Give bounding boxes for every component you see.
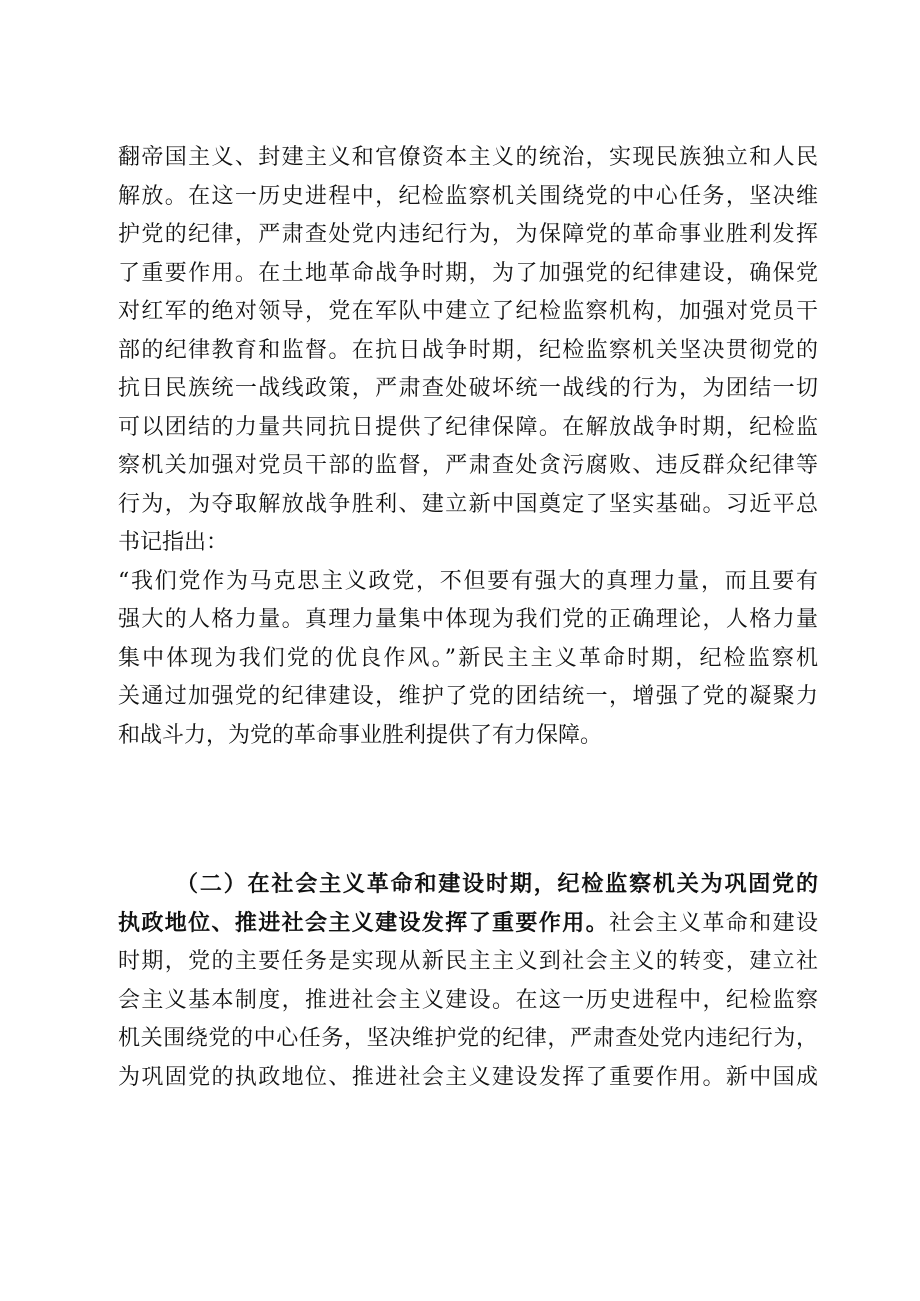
text-line: 对红军的绝对领导，党在军队中建立了纪检监察机构，加强对党员干 (118, 299, 818, 324)
section-heading: （二）在社会主义革命和建设时期，纪检监察机关为巩固党的 (176, 872, 818, 897)
text-line: 护党的纪律，严肃查处党内违纪行为，为保障党的革命事业胜利发挥 (118, 222, 818, 247)
text-line: 会主义基本制度，推进社会主义建设。在这一历史进程中，纪检监察 (118, 987, 818, 1013)
text-line: 翻帝国主义、封建主义和官僚资本主义的统治，实现民族独立和人民 (118, 145, 818, 170)
text-line: 和战斗力，为党的革命事业胜利提供了有力保障。 (118, 722, 603, 748)
section-heading-bold-text: 执政地位、推进社会主义建设发挥了重要作用。 (118, 910, 609, 936)
text-line: 部的纪律教育和监督。在抗日战争时期，纪检监察机关坚决贯彻党的 (118, 337, 818, 363)
quote-line: 集中体现为我们党的优良作风。”新民主主义革命时期，纪检监察机 (118, 645, 818, 671)
text-line: 抗日民族统一战线政策，严肃查处破坏统一战线的行为，为团结一切 (118, 376, 818, 401)
quote-line: “我们党作为马克思主义政党，不但要有强大的真理力量，而且要有 (118, 568, 818, 594)
paragraph-2 (118, 866, 818, 1097)
text-line: 时期，党的主要任务是实现从新民主主义到社会主义的转变，建立社 (118, 949, 818, 974)
text-line: 书记指出： (118, 530, 229, 555)
heading-continuation-line (118, 905, 818, 944)
text-line: 解放。在这一历史进程中，纪检监察机关围绕党的中心任务，坚决维 (118, 183, 818, 209)
text-line: 为巩固党的执政地位、推进社会主义建设发挥了重要作用。新中国成 (118, 1064, 818, 1090)
quote-line: 强大的人格力量。真理力量集中体现为我们党的正确理论，人格力量 (118, 607, 818, 632)
text-line: 可以团结的力量共同抗日提供了纪律保障。在解放战争时期，纪检监 (118, 414, 818, 440)
text-line: 机关围绕党的中心任务，坚决维护党的纪律，严肃查处党内违纪行为， (118, 1026, 818, 1051)
paragraph-text: 社会主义革命和建设 (608, 910, 818, 936)
text-line: 察机关加强对党员干部的监督，严肃查处贪污腐败、违反群众纪律等 (118, 453, 818, 478)
text-line: 了重要作用。在土地革命战争时期，为了加强党的纪律建设，确保党 (118, 260, 818, 286)
paragraph-1 (118, 139, 818, 755)
text-line: 行为，为夺取解放战争胜利、建立新中国奠定了坚实基础。习近平总 (118, 491, 818, 517)
text-line: 关通过加强党的纪律建设，维护了党的团结统一，增强了党的凝聚力 (118, 684, 818, 709)
